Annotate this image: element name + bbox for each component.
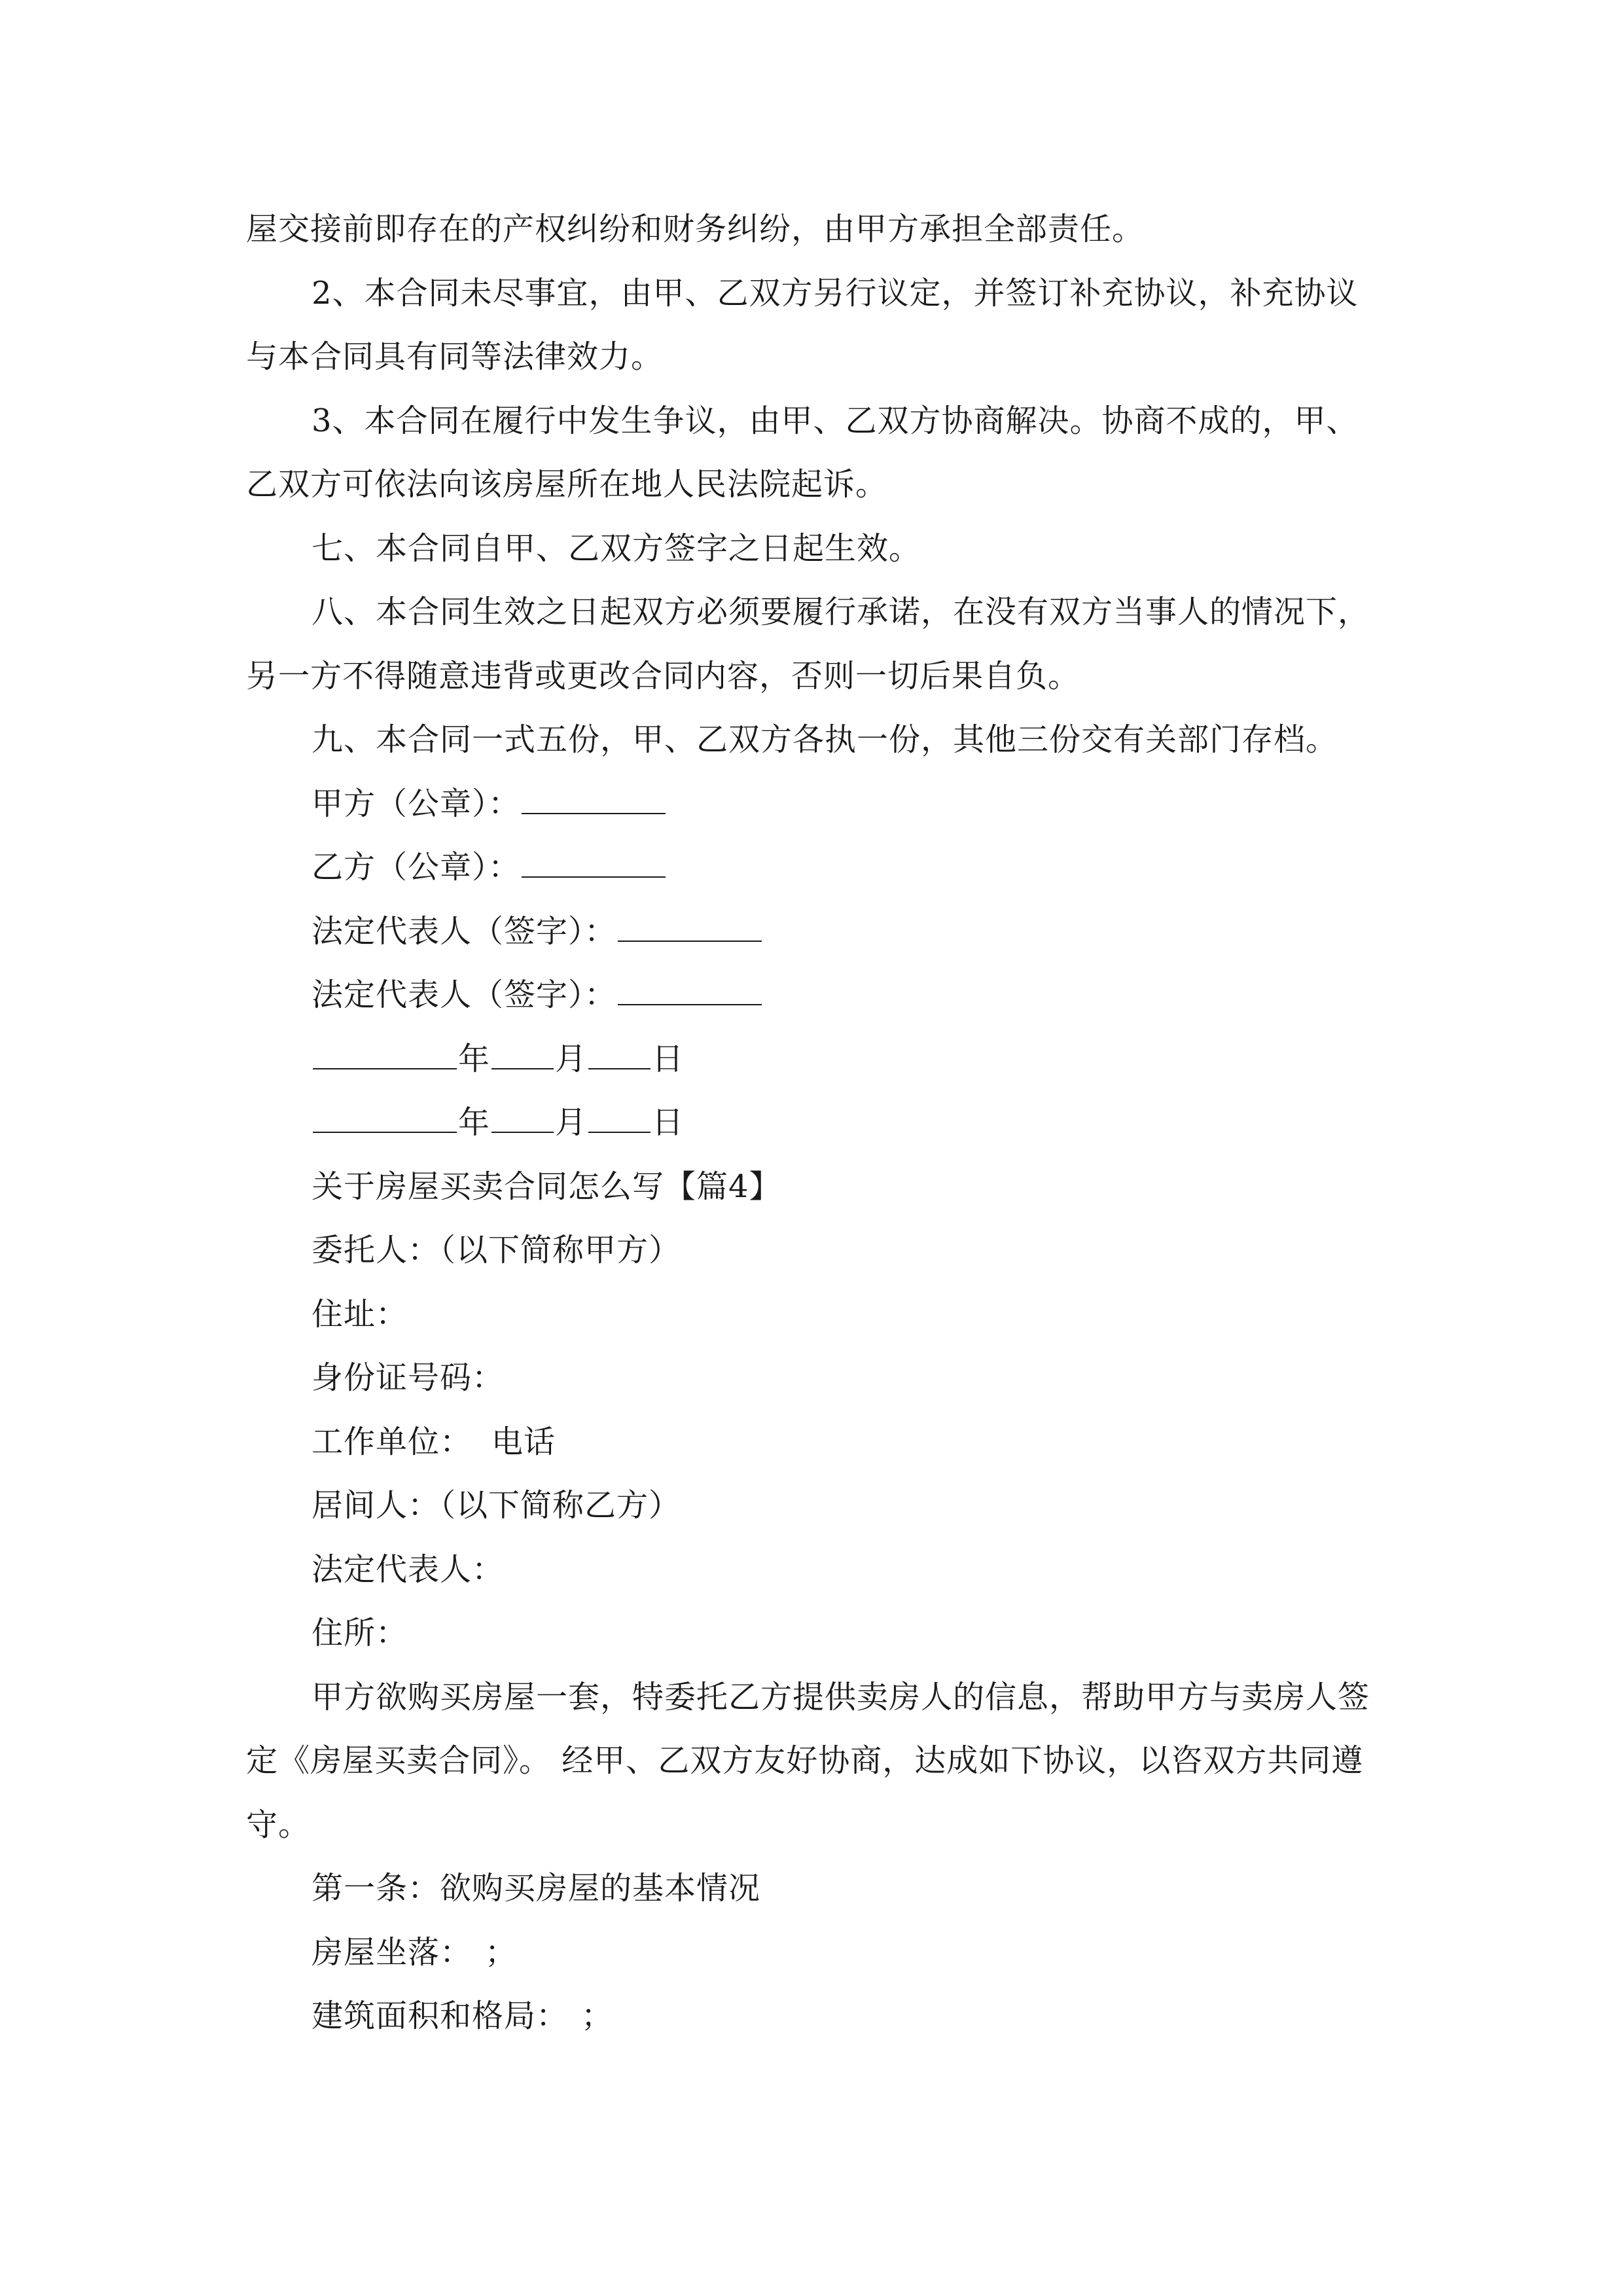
section-heading: 关于房屋买卖合同怎么写【篇4】 <box>312 1168 781 1205</box>
area-layout-label: 建筑面积和格局： <box>312 1998 569 2034</box>
clause-3-line-2: 乙双方可依法向该房屋所在地人民法院起诉。 <box>246 466 888 503</box>
month-blank <box>491 1105 554 1133</box>
legal-rep-sign-row-2 <box>246 963 1398 1028</box>
location-label: 房屋坐落： <box>312 1933 473 1971</box>
clause-3-line-1: 3、本合同在履行中发生争议，由甲、乙双方协商解决。协商不成的，甲、 <box>312 402 1359 439</box>
phone-field: 电话 <box>491 1423 556 1460</box>
legal-rep-sign-row-1 <box>246 900 1398 964</box>
legal-rep-field: 法定代表人： <box>312 1551 505 1588</box>
clause-2-line-2: 与本合同具有同等法律效力。 <box>246 338 664 375</box>
article-7: 七、本合同自甲、乙双方签字之日起生效。 <box>312 529 921 567</box>
day-label: 日 <box>652 1104 685 1141</box>
day-blank <box>588 1042 651 1069</box>
area-layout-end: ； <box>581 1998 614 2034</box>
body-paragraph-line-2: 定《房屋买卖合同》。 经甲、乙双方友好协商，达成如下协议，以咨双方共同遵 <box>246 1742 1364 1779</box>
principal-field: 委托人：（以下简称甲方） <box>312 1232 681 1268</box>
article-8-line-1: 八、本合同生效之日起双方必须要履行承诺，在没有双方当事人的情况下， <box>312 594 1370 630</box>
year-blank <box>313 1042 457 1069</box>
document-body <box>246 198 1398 2049</box>
party-b-seal-label: 乙方（公章）： <box>312 849 521 886</box>
residence-field: 住所： <box>312 1615 408 1651</box>
month-label: 月 <box>555 1104 588 1141</box>
party-a-seal-label: 甲方（公章）： <box>312 785 521 822</box>
body-paragraph-line-3: 守。 <box>246 1806 311 1843</box>
body-paragraph-line-1: 甲方欲购买房屋一套，特委托乙方提供卖房人的信息，帮助甲方与卖房人签 <box>312 1678 1370 1715</box>
party-a-seal-row <box>246 772 1398 836</box>
clause-2-line-1: 2、本合同未尽事宜，由甲、乙双方另行议定，并签订补充协议，补充协议 <box>312 274 1359 312</box>
year-blank <box>313 1105 457 1133</box>
year-label: 年 <box>458 1040 491 1077</box>
day-blank <box>588 1105 651 1133</box>
party-b-seal-row <box>246 836 1398 900</box>
intermediary-field: 居间人：（以下简称乙方） <box>312 1487 681 1524</box>
paragraph-line: 屋交接前即存在的产权纠纷和财务纠纷，由甲方承担全部责任。 <box>246 211 1145 247</box>
article-1-title: 第一条：欲购买房屋的基本情况 <box>312 1870 761 1907</box>
month-label: 月 <box>555 1040 588 1077</box>
area-layout-row <box>246 1984 1398 2049</box>
work-unit-field: 工作单位： <box>312 1423 473 1460</box>
location-row <box>246 1921 1398 1985</box>
legal-rep-sign-label-1: 法定代表人（签字）： <box>312 912 617 950</box>
day-label: 日 <box>652 1040 685 1077</box>
legal-rep-sign-blank-1 <box>618 914 762 942</box>
year-label: 年 <box>458 1104 491 1141</box>
month-blank <box>491 1042 554 1069</box>
date-row-1 <box>246 1028 1398 1092</box>
work-unit-row <box>246 1410 1398 1475</box>
article-8-line-2: 另一方不得随意违背或更改合同内容，否则一切后果自负。 <box>246 657 1080 694</box>
legal-rep-sign-label-2: 法定代表人（签字）： <box>312 977 617 1013</box>
id-number-field: 身份证号码： <box>312 1359 505 1396</box>
article-9: 九、本合同一式五份，甲、乙双方各执一份，其他三份交有关部门存档。 <box>312 721 1338 758</box>
location-end: ； <box>485 1933 518 1971</box>
party-a-seal-blank <box>522 787 666 814</box>
party-b-seal-blank <box>522 850 666 878</box>
legal-rep-sign-blank-2 <box>618 978 762 1005</box>
date-row-2 <box>246 1091 1398 1155</box>
address-field: 住址： <box>312 1295 408 1333</box>
